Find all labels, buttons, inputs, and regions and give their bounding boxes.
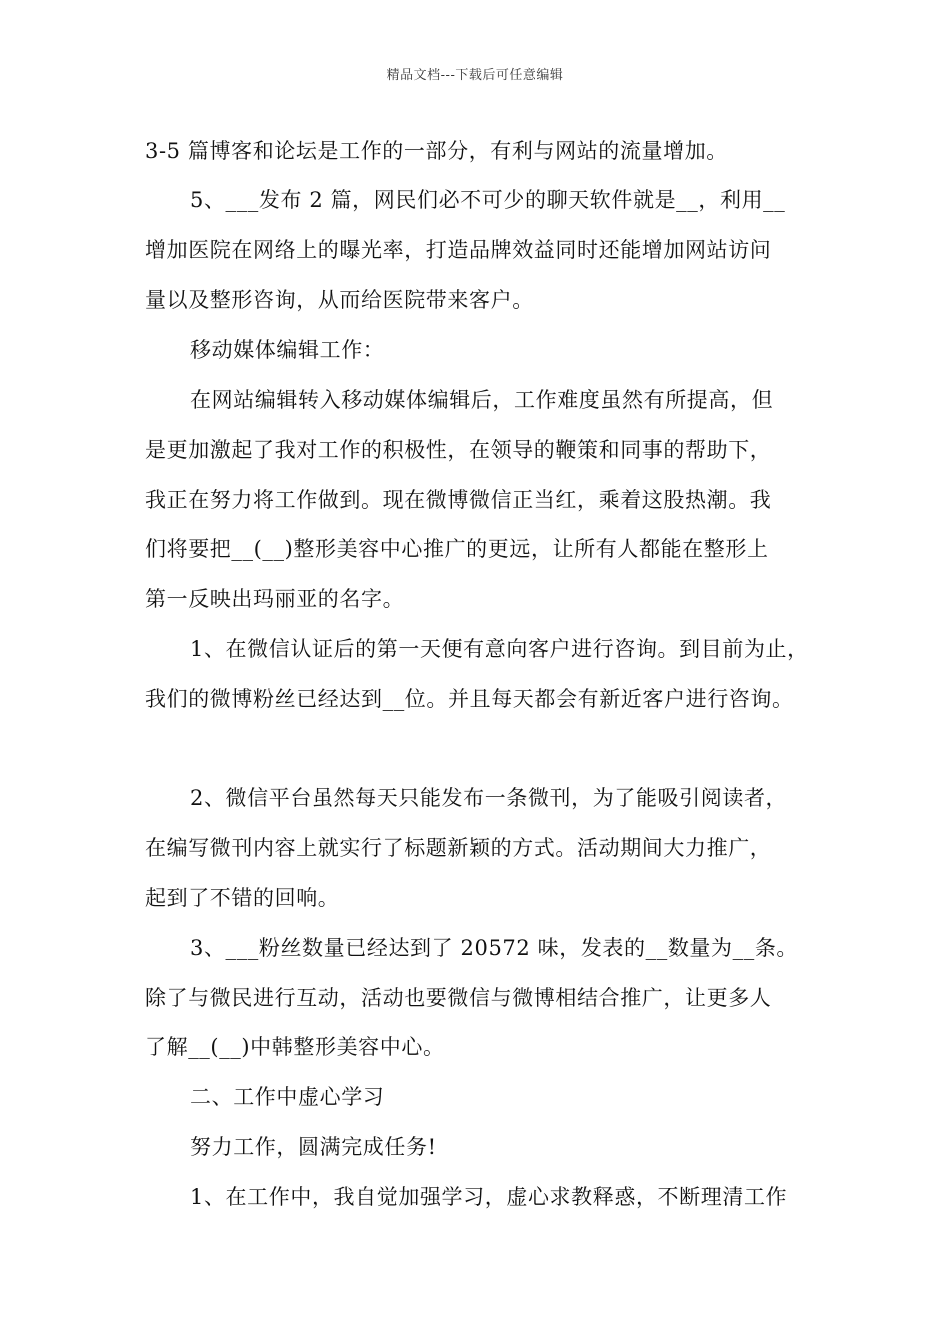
text-line: 了解__(__)中韩整形美容中心。	[145, 1035, 445, 1059]
text-line: 除了与微民进行互动，活动也要微信与微博相结合推广，让更多人	[145, 986, 772, 1010]
text-line: 起到了不错的回响。	[145, 886, 340, 910]
text-line: 我正在努力将工作做到。现在微博微信正当红，乘着这股热潮。我	[145, 488, 772, 512]
text-line: 在编写微刊内容上就实行了标题新颖的方式。活动期间大力推广，	[145, 836, 772, 860]
text-line: 在网站编辑转入移动媒体编辑后，工作难度虽然有所提高，但	[190, 388, 774, 412]
text-line: 二、工作中虚心学习	[190, 1085, 385, 1109]
text-line: 3-5 篇博客和论坛是工作的一部分，有利与网站的流量增加。	[145, 139, 728, 163]
text-line: 们将要把__(__)整形美容中心推广的更远，让所有人都能在整形上	[145, 537, 769, 561]
text-line: 第一反映出玛丽亚的名字。	[145, 587, 405, 611]
text-line: 3、___粉丝数量已经达到了 20572 味，发表的__数量为__条。	[190, 936, 799, 960]
text-line: 5、___发布 2 篇，网民们必不可少的聊天软件就是__，利用__	[190, 188, 786, 212]
text-line: 移动媒体编辑工作：	[190, 338, 385, 362]
text-line: 1、在工作中，我自觉加强学习，虚心求教释惑，不断理清工作	[190, 1185, 788, 1209]
page-header: 精品文档---下载后可任意编辑	[386, 68, 564, 83]
text-line: 是更加激起了我对工作的积极性，在领导的鞭策和同事的帮助下，	[145, 438, 772, 462]
text-line: 1、在微信认证后的第一天便有意向客户进行咨询。到目前为止，	[190, 637, 809, 661]
text-line: 增加医院在网络上的曝光率，打造品牌效益同时还能增加网站访问	[145, 238, 772, 262]
text-line: 努力工作，圆满完成任务!	[190, 1135, 437, 1159]
text-line: 2、微信平台虽然每天只能发布一条微刊，为了能吸引阅读者，	[190, 786, 788, 810]
text-line: 量以及整形咨询，从而给医院带来客户。	[145, 288, 534, 312]
text-line: 我们的微博粉丝已经达到__位。并且每天都会有新近客户进行咨询。	[145, 687, 794, 711]
